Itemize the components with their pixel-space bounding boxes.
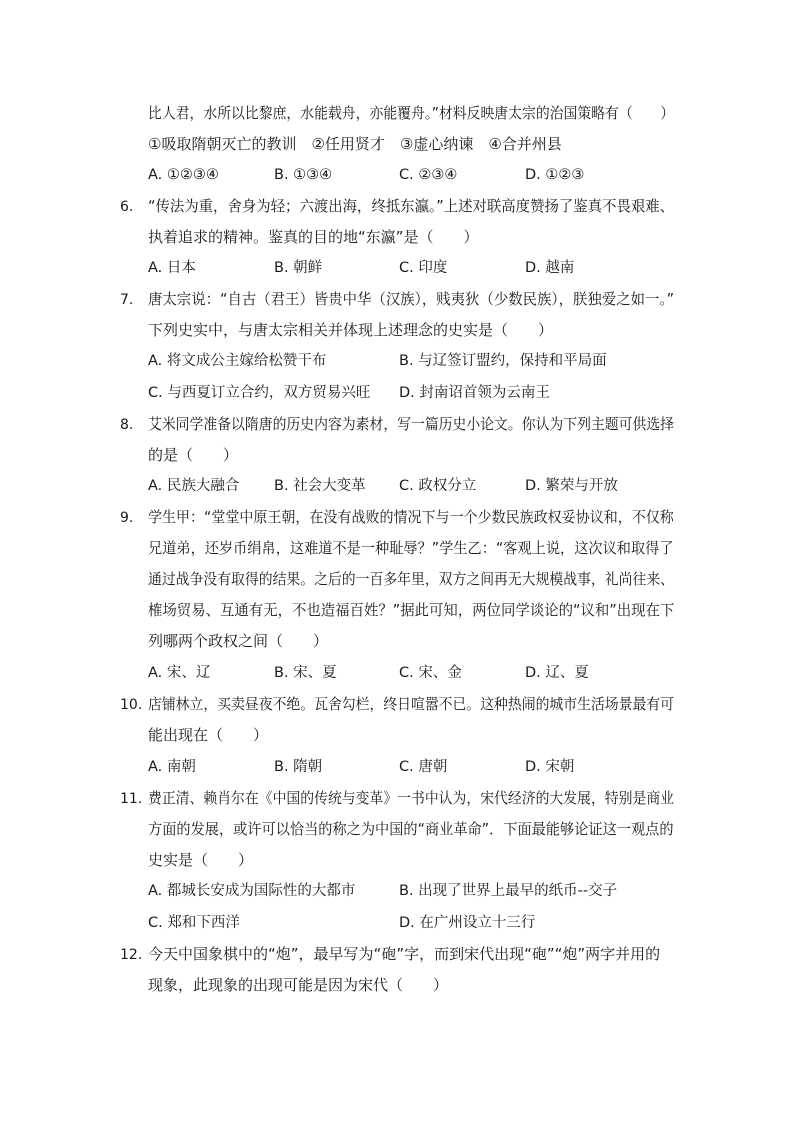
q9-option-d[interactable]: D. 辽、夏 <box>525 665 589 681</box>
q8-option-a[interactable]: A. 民族大融合 <box>148 478 240 494</box>
q7-option-b[interactable]: B. 与辽签订盟约，保持和平局面 <box>399 353 607 369</box>
q6-stem-line: “传法为重，舍身为轻；六渡出海，终抵东瀛。”上述对联高度赞扬了鉴真不畏艰难、 <box>148 197 675 215</box>
q9-stem-line: 兄道弟，还岁币绢帛，这难道不是一种耻辱？”学生乙：“客观上说，这次议和取得了 <box>148 539 674 557</box>
q11-stem-line: 费正清、赖肖尔在《中国的传统与变革》一书中认为，宋代经济的大发展，特别是商业 <box>148 789 675 807</box>
q10-option-a[interactable]: A. 南朝 <box>148 759 196 775</box>
q11-option-b[interactable]: B. 出现了世界上最早的纸币--交子 <box>399 883 618 899</box>
q7-number: 7. <box>120 292 134 308</box>
q11-option-a[interactable]: A. 都城长安成为国际性的大都市 <box>148 883 356 899</box>
q9-stem-line: 学生甲：“堂堂中原王朝，在没有战败的情况下与一个少数民族政权妥协议和，不仅称 <box>148 508 674 526</box>
q7-option-a[interactable]: A. 将文成公主嫁给松赞干布 <box>148 353 327 369</box>
q6-number: 6. <box>120 199 134 215</box>
q11-stem-line: 史实是（ ） <box>148 851 254 869</box>
q6-option-d[interactable]: D. 越南 <box>525 260 575 276</box>
q8-number: 8. <box>120 417 134 433</box>
q10-stem-line: 能出现在（ ） <box>148 726 269 744</box>
q6-option-a[interactable]: A. 日本 <box>148 260 196 276</box>
q8-option-b[interactable]: B. 社会大变革 <box>274 478 366 494</box>
q12-stem-line: 现象，此现象的出现可能是因为宋代（ ） <box>148 976 449 994</box>
q10-number: 10. <box>120 697 143 713</box>
q5-items-line: ①吸取隋朝灭亡的教训 ②任用贤才 ③虚心纳谏 ④合并州县 <box>148 135 562 153</box>
q8-stem-line: 的是（ ） <box>148 446 239 464</box>
q7-option-c[interactable]: C. 与西夏订立合约，双方贸易兴旺 <box>148 385 371 401</box>
q12-number: 12. <box>120 947 143 963</box>
q5-option-d[interactable]: D. ①②③ <box>525 167 585 183</box>
q8-option-d[interactable]: D. 繁荣与开放 <box>525 478 618 494</box>
q9-number: 9. <box>120 510 134 526</box>
q12-stem-line: 今天中国象棋中的“炮”，最早写为“砲”字，而到宋代出现“砲”“炮”两字并用的 <box>148 945 661 963</box>
q6-option-c[interactable]: C. 印度 <box>399 260 448 276</box>
q8-stem-line: 艾米同学准备以隋唐的历史内容为素材，写一篇历史小论文。你认为下列主题可供选择 <box>148 415 675 433</box>
q11-option-d[interactable]: D. 在广州设立十三行 <box>399 915 536 931</box>
q11-option-c[interactable]: C. 郑和下西洋 <box>148 915 240 931</box>
q9-stem-line: 榷场贸易、互通有无，不也造福百姓？”据此可知，两位同学谈论的“议和”出现在下 <box>148 601 675 619</box>
q10-option-d[interactable]: D. 宋朝 <box>525 759 575 775</box>
q5-option-b[interactable]: B. ①③④ <box>274 167 333 183</box>
q7-stem-line: 唐太宗说：“自古（君王）皆贵中华（汉族），贱夷狄（少数民族），朕独爱之如一。” <box>148 290 675 308</box>
q11-stem-line: 方面的发展，或许可以恰当的称之为中国的“商业革命”．下面最能够论证这一观点的 <box>148 820 674 838</box>
q9-stem-line: 列哪两个政权之间（ ） <box>148 632 329 650</box>
q6-option-b[interactable]: B. 朝鲜 <box>274 260 323 276</box>
q10-option-b[interactable]: B. 隋朝 <box>274 759 323 775</box>
q9-option-b[interactable]: B. 宋、夏 <box>274 665 337 681</box>
q8-option-c[interactable]: C. 政权分立 <box>399 478 477 494</box>
q9-option-a[interactable]: A. 宋、辽 <box>148 665 211 681</box>
q9-stem-line: 通过战争没有取得的结果。之后的一百多年里，双方之间再无大规模战事，礼尚往来、 <box>148 570 675 588</box>
q9-option-c[interactable]: C. 宋、金 <box>399 665 462 681</box>
q5-stem-line: 比人君，水所以比黎庶，水能载舟，亦能覆舟。”材料反映唐太宗的治国策略有（ ） <box>148 104 675 122</box>
q11-number: 11. <box>120 791 143 807</box>
q5-option-c[interactable]: C. ②③④ <box>399 167 458 183</box>
q10-option-c[interactable]: C. 唐朝 <box>399 759 448 775</box>
q7-stem-line: 下列史实中，与唐太宗相关并体现上述理念的史实是（ ） <box>148 321 554 339</box>
q10-stem-line: 店铺林立，买卖昼夜不绝。瓦舍勾栏，终日喧嚣不已。这种热闹的城市生活场景最有可 <box>148 695 675 713</box>
q6-stem-line: 执着追求的精神。鉴真的目的地“东瀛”是（ ） <box>148 228 479 246</box>
q7-option-d[interactable]: D. 封南诏首领为云南王 <box>399 385 550 401</box>
q5-option-a[interactable]: A. ①②③④ <box>148 167 219 183</box>
